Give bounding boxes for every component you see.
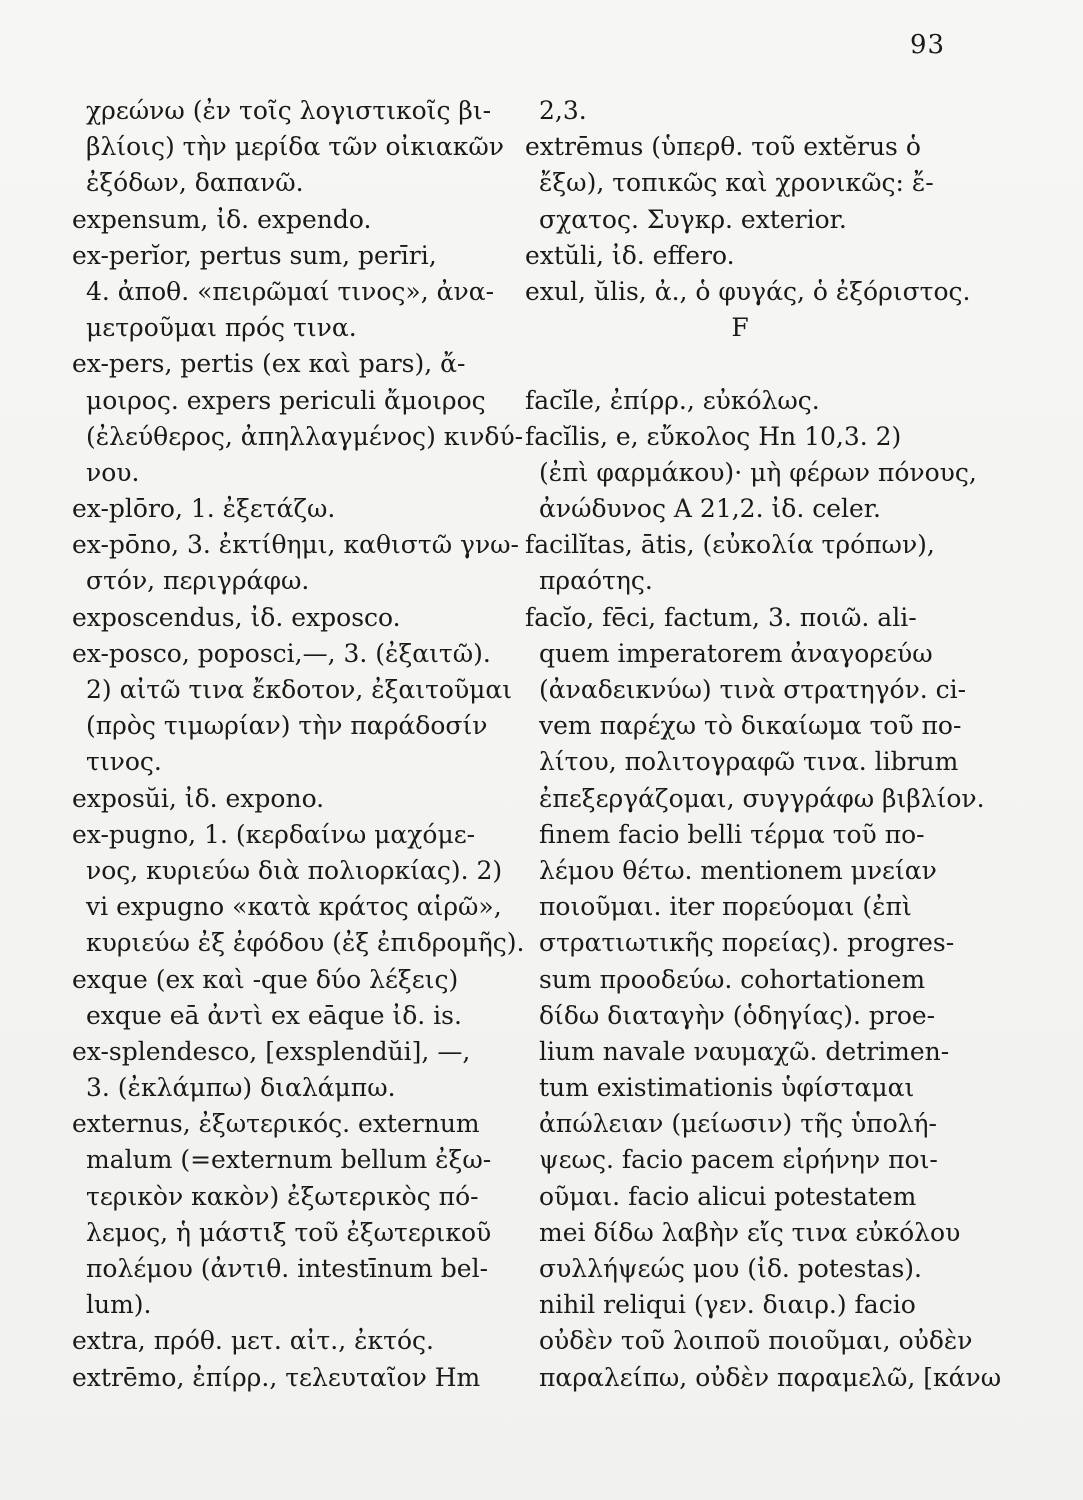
entry-continuation-line: (πρὸς τιμωρίαν) τὴν παράδοσίν	[86, 711, 488, 741]
entry-continuation-line: sum προοδεύω. cohortationem	[539, 964, 926, 994]
entry-continuation-line: σχατος. Συγκρ. exterior.	[539, 204, 847, 234]
entry-continuation-line: οὐδὲν τοῦ λοιποῦ ποιοῦμαι, οὐδὲν	[539, 1326, 973, 1356]
entry-continuation-line: μοιρος. expers periculi ἄμοιρος	[86, 385, 486, 415]
entry-continuation-line: τερικὸν κακὸν) ἐξωτερικὸς πό-	[86, 1181, 479, 1211]
entry-headword-line: exul, ŭlis, ἀ., ὁ φυγάς, ὁ ἐξόριστος.	[525, 276, 971, 306]
entry-continuation-line: λίτου, πολιτογραφῶ τινα. librum	[539, 747, 959, 777]
entry-continuation-line: μετροῦμαι πρός τινα.	[86, 313, 357, 343]
entry-headword-line: ex-perĭor, pertus sum, perīri,	[72, 240, 437, 270]
entry-continuation-line: lum).	[86, 1290, 152, 1320]
left-column	[72, 93, 525, 1396]
entry-continuation-line: nihil reliqui (γεν. διαιρ.) facio	[539, 1290, 916, 1320]
entry-continuation-line: παραλείπω, οὐδὲν παραμελῶ, [κάνω	[539, 1362, 1002, 1392]
right-column	[525, 93, 1002, 1396]
entry-continuation-line: (ἐπὶ φαρμάκου)· μὴ φέρων πόνους,	[539, 457, 977, 487]
entry-headword-line: ex-pers, pertis (ex καὶ pars), ἄ-	[72, 349, 466, 379]
entry-continuation-line: στρατιωτικῆς πορείας). progres-	[539, 928, 955, 958]
entry-continuation-line: δίδω διαταγὴν (ὁδηγίας). proe-	[539, 1000, 936, 1030]
entry-continuation-line: ἐξόδων, δαπανῶ.	[86, 168, 304, 198]
entry-continuation-line: πραότης.	[539, 566, 653, 596]
entry-continuation-line: 2,3.	[539, 96, 587, 125]
entry-continuation-line: λεμος, ἡ μάστιξ τοῦ ἐξωτερικοῦ	[86, 1217, 492, 1247]
entry-continuation-line: ἀπώλειαν (μείωσιν) τῆς ὑπολή-	[539, 1109, 937, 1139]
entry-headword-line: facĭlis, e, εὔκολος Hn 10,3. 2)	[525, 421, 902, 451]
entry-headword-line: extrēmus (ὑπερθ. τοῦ extĕrus ὁ	[525, 132, 921, 162]
entry-headword-line: extŭli, ἰδ. effero.	[525, 240, 735, 270]
entry-headword-line: facĭle, ἐπίρρ., εὐκόλως.	[525, 385, 820, 415]
entry-continuation-line: κυριεύω ἐξ ἐφόδου (ἐξ ἐπιδρομῆς).	[86, 928, 525, 958]
entry-continuation-line: πολέμου (ἀντιθ. intestīnum bel-	[86, 1254, 489, 1283]
entry-headword-line: facĭo, fēci, factum, 3. ποιῶ. ali-	[525, 602, 917, 632]
entry-headword-line: exposcendus, ἰδ. exposco.	[72, 602, 401, 632]
entry-continuation-line: (ἐλεύθερος, ἀπηλλαγμένος) κινδύ-	[86, 421, 524, 451]
entry-continuation-line: οῦμαι. facio alicui potestatem	[539, 1181, 917, 1211]
entry-headword-line: ex-posco, poposci,—, 3. (ἐξαιτῶ).	[72, 638, 491, 668]
entry-continuation-line: 2) αἰτῶ τινα ἔκδοτον, ἐξαιτοῦμαι	[86, 675, 513, 704]
entry-continuation-line: βλίοις) τὴν μερίδα τῶν οἰκιακῶν	[86, 132, 504, 162]
entry-continuation-line: vem παρέχω τὸ δικαίωμα τοῦ πο-	[539, 711, 962, 741]
entry-headword-line: ex-pugno, 1. (κερδαίνω μαχόμε-	[72, 819, 476, 849]
entry-continuation-line: 4. ἀποθ. «πειρῶμαί τινος», ἀνα-	[86, 276, 495, 306]
page-number: 93	[910, 30, 946, 60]
entry-headword-line: exque (ex καὶ -que δύο λέξεις)	[72, 964, 459, 994]
entry-continuation-line: χρεώνω (ἐν τοῖς λογιστικοῖς βι-	[86, 96, 492, 125]
entry-headword-line: ex-splendesco, [exsplendŭi], —,	[72, 1036, 471, 1066]
entry-continuation-line: exque eā ἀντὶ ex eāque ἰδ. is.	[86, 1000, 462, 1030]
entry-continuation-line: λέμου θέτω. mentionem μνείαν	[539, 855, 937, 885]
entry-continuation-line: στόν, περιγράφω.	[86, 566, 310, 596]
entry-continuation-line: ἀνώδυνος A 21,2. ἰδ. celer.	[539, 494, 881, 524]
blank-line	[525, 346, 955, 382]
entry-headword-line: extra, πρόθ. μετ. αἰτ., ἐκτός.	[72, 1326, 434, 1356]
entry-continuation-line: ποιοῦμαι. iter πορεύομαι (ἐπὶ	[539, 892, 912, 922]
entry-headword-line: ex-plōro, 1. ἐξετάζω.	[72, 494, 336, 524]
entry-continuation-line: ψεως. facio pacem εἰρήνην ποι-	[539, 1145, 938, 1175]
entry-continuation-line: lium navale ναυμαχῶ. detrimen-	[539, 1036, 950, 1066]
entry-continuation-line: 3. (ἐκλάμπω) διαλάμπω.	[86, 1073, 396, 1103]
entry-continuation-line: quem imperatorem ἀναγορεύω	[539, 638, 933, 668]
entry-continuation-line: (ἀναδεικνύω) τινὰ στρατηγόν. ci-	[539, 675, 967, 704]
entry-continuation-line: mei δίδω λαβὴν εἴς τινα εὐκόλου	[539, 1217, 961, 1247]
entry-continuation-line: ἐπεξεργάζομαι, συγγράφω βιβλίον.	[539, 783, 985, 813]
entry-continuation-line: νος, κυριεύω διὰ πολιορκίας). 2)	[86, 855, 503, 885]
entry-continuation-line: συλλήψεώς μου (ἰδ. potestas).	[539, 1254, 922, 1283]
entry-continuation-line: τινος.	[86, 747, 162, 777]
entry-headword-line: exposŭi, ἰδ. expono.	[72, 783, 325, 813]
entry-headword-line: externus, ἐξωτερικός. externum	[72, 1109, 480, 1139]
entry-headword-line: extrēmo, ἐπίρρ., τελευταῖον Hm	[72, 1362, 481, 1392]
entry-continuation-line: malum (=externum bellum ἐξω-	[86, 1145, 492, 1175]
entry-continuation-line: ἔξω), τοπικῶς καὶ χρονικῶς: ἔ-	[539, 168, 934, 198]
entry-continuation-line: νου.	[86, 457, 140, 487]
entry-continuation-line: tum existimationis ὑφίσταμαι	[539, 1073, 915, 1103]
entry-continuation-line: finem facio belli τέρμα τοῦ πο-	[539, 819, 925, 849]
entry-headword-line: expensum, ἰδ. expendo.	[72, 204, 372, 234]
letter-heading: F	[731, 313, 749, 343]
entry-continuation-line: vi expugno «κατὰ κράτος αἱρῶ»,	[86, 892, 502, 922]
entry-headword-line: ex-pōno, 3. ἐκτίθημι, καθιστῶ γνω-	[72, 530, 520, 560]
entry-headword-line: facilĭtas, ātis, (εὐκολία τρόπων),	[525, 530, 935, 560]
